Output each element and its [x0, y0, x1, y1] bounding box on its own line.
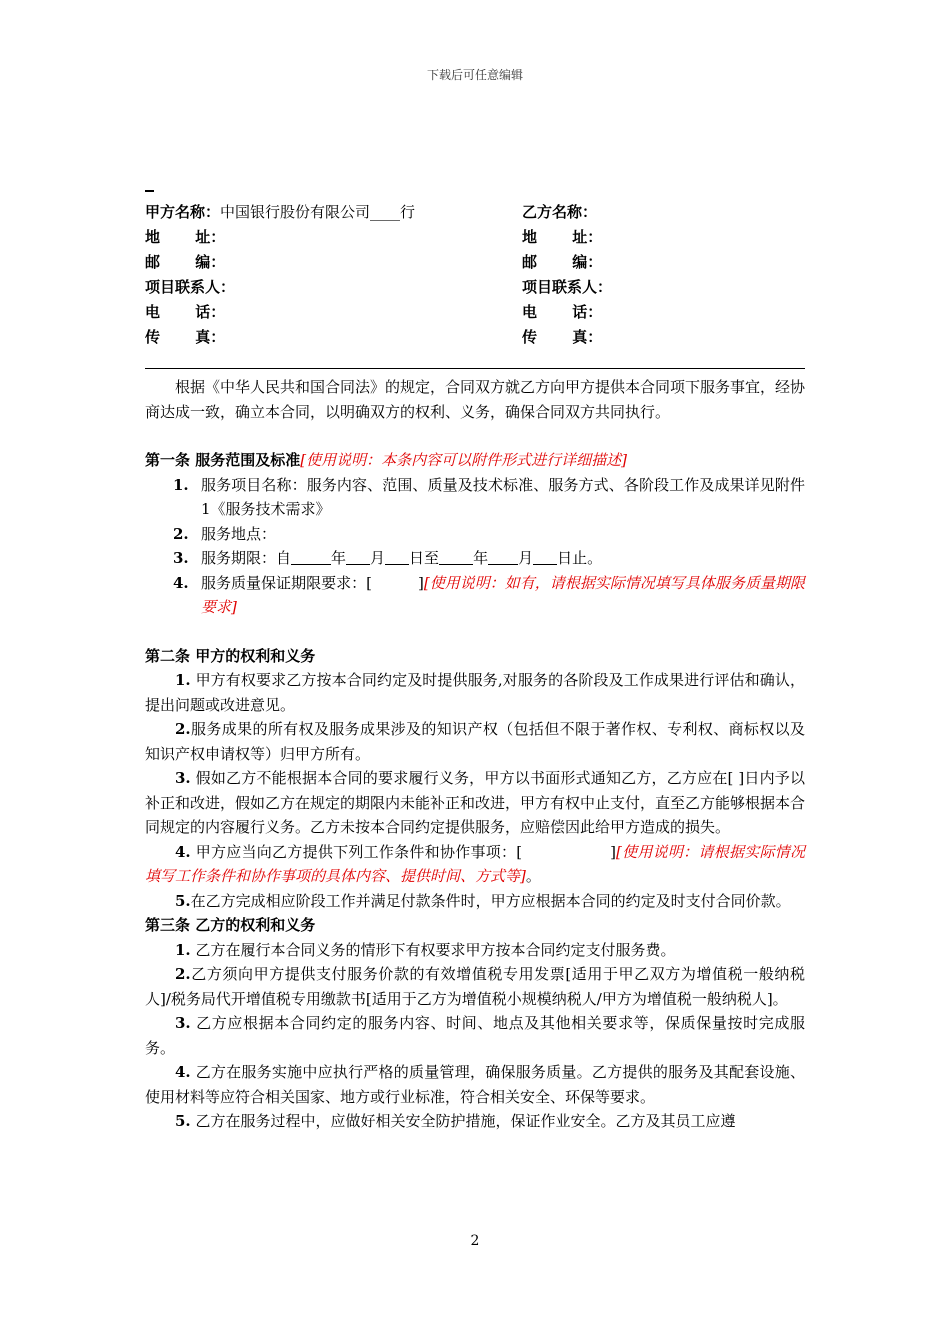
article-1-item-3	[145, 546, 805, 571]
spacer	[145, 424, 805, 448]
party-a-fax-label: 传 真：	[145, 328, 226, 346]
party-a-address-label: 地 址：	[145, 228, 226, 246]
header-note: 下载后可任意编辑	[426, 68, 523, 82]
service-period	[201, 546, 805, 571]
para-text: 乙方应根据本合同约定的服务内容、时间、地点及其他相关要求等，保质保量按时完成服务。	[145, 1014, 805, 1057]
item-number: 2.	[173, 524, 189, 543]
period-year: 年	[331, 549, 347, 567]
spacer	[145, 620, 805, 644]
para-number: 2.	[175, 720, 191, 738]
article-3-para-5	[145, 1109, 805, 1134]
party-a-contact-label: 项目联系人：	[145, 278, 236, 296]
party-b-name-label: 乙方名称：	[522, 203, 598, 221]
para-number: 2.	[175, 965, 191, 983]
article-3-para-3	[145, 1011, 805, 1060]
blank-month	[346, 549, 370, 565]
blank-year-2	[439, 549, 473, 565]
party-b-fax-label: 传 真：	[522, 328, 603, 346]
para-text: 在乙方完成相应阶段工作并满足付款条件时，甲方应根据本合同的约定及时支付合同价款。	[190, 891, 791, 910]
item-number: 3.	[173, 549, 189, 567]
article-1-note: [使用说明：本条内容可以附件形式进行详细描述]	[300, 451, 627, 469]
period-text-from: 服务期限：自	[201, 549, 292, 567]
bracket-close: ]	[417, 573, 424, 592]
article-2-para-4	[145, 840, 805, 889]
intro-paragraph: 根据《中华人民共和国合同法》的规定，合同双方就乙方向甲方提供本合同项下服务事宜，经协商达成一致，确立本合同，以明确双方的权利、义务，确保合同双方共同执行。	[145, 378, 806, 421]
party-b-phone-label: 电 话：	[522, 303, 603, 321]
para-text: 乙方在服务实施中应执行严格的质量管理，确保服务质量。乙方提供的服务及其配套设施、使用材料等应符合相关国家、地方或行业标准，符合相关安全、环保等要求。	[145, 1063, 805, 1106]
item-number: 4.	[173, 573, 189, 592]
party-a-block	[145, 200, 415, 350]
party-a-name-label: 甲方名称：	[145, 203, 221, 221]
quality-text: 服务质量保证期限要求：[	[201, 573, 372, 592]
period-end: 日止。	[557, 549, 603, 567]
party-b-address-label: 地 址：	[522, 228, 603, 246]
blank-day	[385, 549, 409, 565]
period-month-2: 月	[518, 549, 534, 567]
article-3-title: 第三条 乙方的权利和义务	[145, 916, 316, 934]
article-2-para-2	[145, 717, 805, 766]
party-a-name-row	[145, 200, 415, 225]
para-text: 甲方应当向乙方提供下列工作条件和协作事项：[	[195, 842, 523, 861]
para-number: 1.	[175, 940, 191, 959]
para-number: 4.	[175, 1063, 191, 1081]
para-number: 3.	[175, 1014, 191, 1032]
article-1-item-2	[145, 522, 805, 547]
item-text: 服务项目名称：服务内容、范围、质量及技术标准、服务方式、各阶段工作及成果详见附件1《服务技术需求》	[201, 475, 805, 518]
para-4-note: [使用说明：请根据实际情况填写工作条件和协作事项的具体内容、提供时间、方式等]	[145, 842, 806, 885]
blank-day-2	[533, 549, 557, 565]
article-1-heading	[145, 448, 805, 473]
para-text: 甲方有权要求乙方按本合同约定及时提供服务,对服务的各阶段及工作成果进行评估和确认，提出问题或改进意见。	[145, 671, 805, 714]
dash-mark	[145, 190, 154, 192]
para-number: 5.	[175, 891, 191, 910]
item-number: 1.	[173, 475, 189, 494]
para-text: 乙方须向甲方提供支付服务价款的有效增值税专用发票[适用于甲乙双方为增值税一般纳税人]/税务局代开增值税专用缴款书[适用于乙方为增值税小规模纳税人/甲方为增值税一般纳税人]。	[145, 965, 805, 1008]
party-b-block	[522, 200, 612, 350]
para-text: 乙方在履行本合同义务的情形下有权要求甲方按本合同约定支付服务费。	[195, 940, 676, 959]
para-number: 5.	[175, 1112, 191, 1130]
para-text: 乙方在服务过程中，应做好相关安全防护措施，保证作业安全。乙方及其员工应遵	[195, 1112, 736, 1130]
article-2-para-5	[145, 889, 805, 914]
period-day-to: 日至	[409, 549, 440, 567]
para-number: 4.	[175, 842, 191, 861]
para-text: 服务成果的所有权及服务成果涉及的知识产权（包括但不限于著作权、专利权、商标权以及知识产权申请权等）归甲方所有。	[145, 720, 805, 763]
item-4-note: [使用说明：如有，请根据实际情况填写具体服务质量期限要求]	[201, 573, 805, 616]
period-month: 月	[370, 549, 386, 567]
article-3-para-2	[145, 962, 805, 1011]
bracket-close: ]	[610, 842, 616, 861]
article-2-title: 第二条 甲方的权利和义务	[145, 646, 316, 665]
article-3-para-4	[145, 1060, 805, 1109]
item-text	[201, 571, 805, 620]
contract-body	[145, 375, 805, 1134]
article-3-para-1	[145, 938, 805, 963]
article-1-item-1	[145, 473, 805, 522]
party-b-postcode-label: 邮 编：	[522, 253, 603, 271]
article-1-title: 第一条 服务范围及标准	[145, 451, 301, 469]
party-b-contact-label: 项目联系人：	[522, 278, 613, 296]
para-number: 3.	[175, 769, 191, 787]
article-2-para-1	[145, 668, 805, 717]
page-number: 2	[470, 1233, 480, 1249]
para-end: 。	[525, 867, 541, 885]
blank-month-2	[488, 549, 518, 565]
blank-year	[291, 549, 331, 565]
party-a-postcode-label: 邮 编：	[145, 253, 226, 271]
para-text: 假如乙方不能根据本合同的要求履行义务，甲方以书面形式通知乙方，乙方应在[ ]日内予以补正和改进，假如乙方在规定的期限内未能补正和改进，甲方有权中止支付，直至乙方能够根据本合同规定的内容履行义务。乙方未按本合同约定提供服务，应赔偿因此给甲方造成的损失。	[145, 769, 806, 836]
party-a-phone-label: 电 话：	[145, 303, 226, 321]
article-2-para-3	[145, 766, 805, 840]
period-year-2: 年	[473, 549, 489, 567]
para-number: 1.	[175, 671, 191, 689]
item-text: 服务地点：	[201, 524, 277, 543]
article-1-item-4	[145, 571, 805, 620]
divider-line	[145, 368, 805, 369]
party-a-name-value: 中国银行股份有限公司____行	[220, 203, 416, 221]
